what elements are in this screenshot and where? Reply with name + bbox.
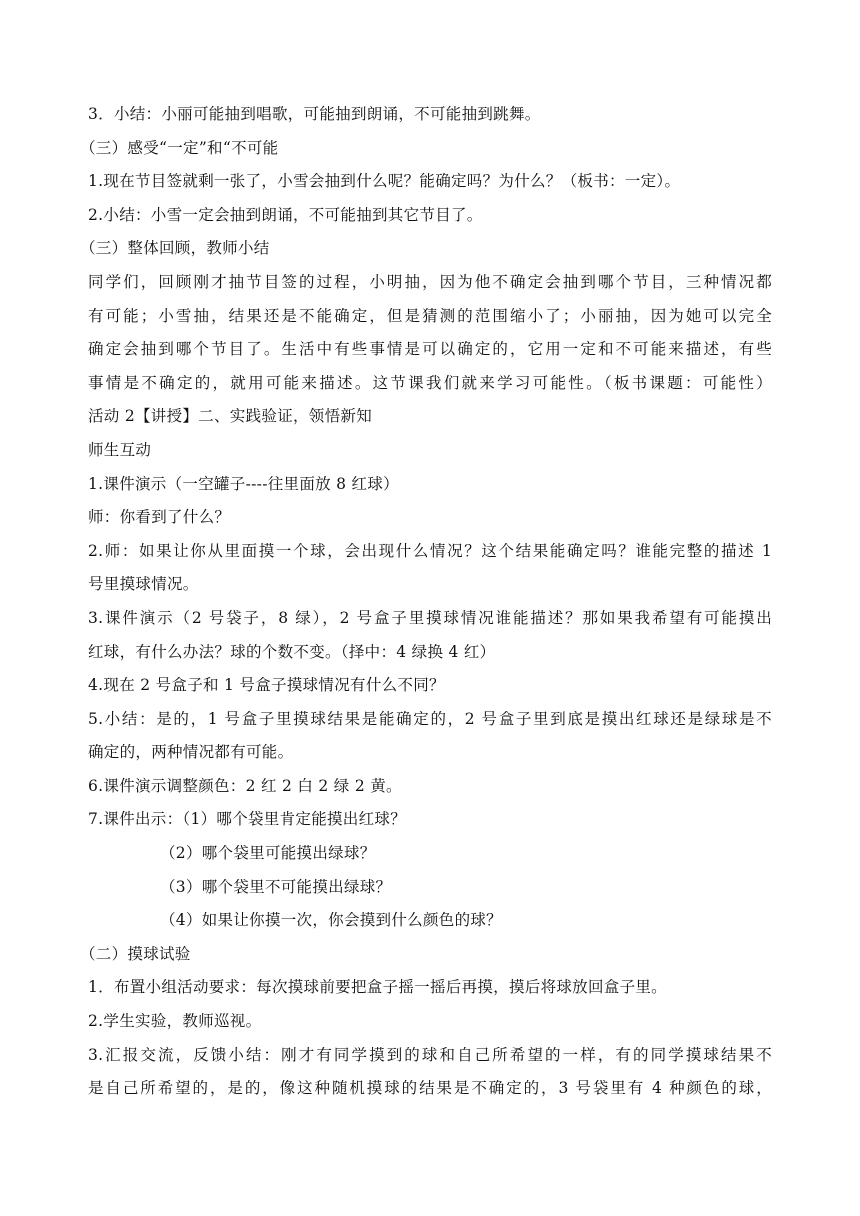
activity-heading: 活动 2【讲授】二、实践验证，领悟新知: [88, 407, 372, 426]
summary-line: 3．小结：小丽可能抽到唱歌，可能抽到朗诵，不可能抽到跳舞。: [88, 105, 541, 123]
step-line-continued: 号里摸球情况。: [88, 575, 199, 594]
summary-line: 2.小结：小雪一定会抽到朗诵，不可能抽到其它节目了。: [88, 205, 483, 224]
paragraph-line: 事情是不确定的，就用可能来描述。这节课我们就来学习可能性。（板书课题：可能性）: [88, 373, 772, 392]
section-heading: （三）整体回顾，教师小结: [80, 239, 270, 258]
step-line: 3.课件演示（2 号袋子，8 绿），2 号盒子里摸球情况谁能描述？那如果我希望有可能摸出: [88, 608, 772, 627]
step-line: 7.课件出示：（1）哪个袋里肯定能摸出红球？: [88, 810, 407, 829]
summary-line: 5.小结：是的，1 号盒子里摸球结果是能确定的，2 号盒子里到底是摸出红球还是绿球是不: [88, 709, 772, 728]
document-body: [80, 98, 772, 1106]
step-line-continued: 是自己所希望的，是的，像这种随机摸球的结果是不确定的，3 号袋里有 4 种颜色的球，: [88, 1079, 772, 1098]
section-heading: （三）感受“一定”和“不可能: [80, 138, 279, 157]
paragraph-line: 有可能；小雪抽，结果还是不能确定，但是猜测的范围缩小了；小丽抽，因为她可以完全: [88, 306, 772, 325]
question-line: （2）哪个袋里可能摸出绿球？: [160, 844, 376, 863]
paragraph-line: 同学们，回顾刚才抽节目签的过程，小明抽，因为他不确定会抽到哪个节目，三种情况都: [88, 272, 772, 291]
step-line: 4.现在 2 号盒子和 1 号盒子摸球情况有什么不同？: [88, 676, 445, 695]
step-line: 1．布置小组活动要求：每次摸球前要把盒子摇一摇后再摸，摸后将球放回盒子里。: [88, 978, 667, 997]
step-line: 2.师：如果让你从里面摸一个球，会出现什么情况？这个结果能确定吗？谁能完整的描述 1: [88, 541, 772, 560]
step-line: 6.课件演示调整颜色：2 红 2 白 2 绿 2 黄。: [88, 776, 402, 795]
dialogue-line: 师：你看到了什么？: [88, 508, 231, 527]
step-line-continued: 红球，有什么办法？球的个数不变。（择中：4 绿换 4 红）: [88, 642, 496, 661]
step-line: 3.汇报交流，反馈小结：刚才有同学摸到的球和自己所希望的一样，有的同学摸球结果不: [88, 1045, 772, 1064]
step-line: 2.学生实验，教师巡视。: [88, 1012, 262, 1031]
step-line: 1.现在节目签就剩一张了，小雪会抽到什么呢？能确定吗？为什么？（板书：一定）。: [88, 172, 681, 191]
subsection-heading: 师生互动: [88, 440, 152, 459]
summary-line-continued: 确定的，两种情况都有可能。: [88, 743, 294, 762]
section-heading: （二）摸球试验: [80, 944, 191, 963]
step-line: 1.课件演示（一空罐子----往里面放 8 红球）: [88, 474, 399, 493]
question-line: （4）如果让你摸一次，你会摸到什么颜色的球？: [160, 911, 502, 930]
question-line: （3）哪个袋里不可能摸出绿球？: [160, 877, 392, 896]
paragraph-line: 确定会抽到哪个节目了。生活中有些事情是可以确定的，它用一定和不可能来描述，有些: [88, 340, 772, 359]
